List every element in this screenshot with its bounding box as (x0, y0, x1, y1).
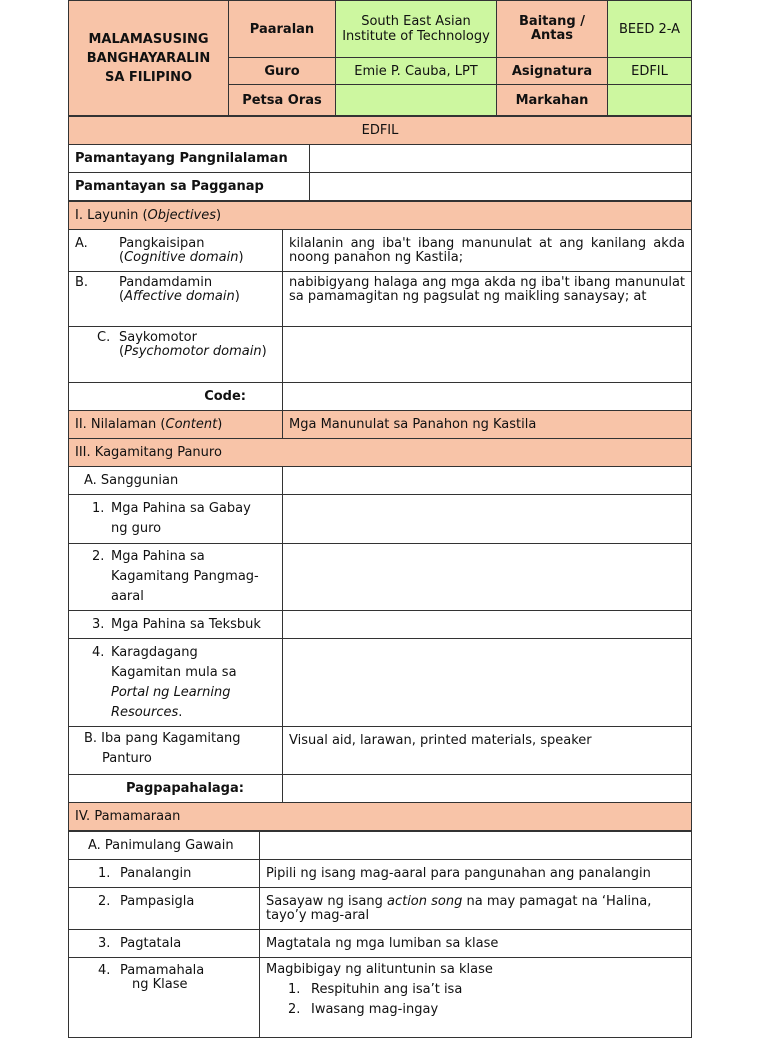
pagpapahalaga-value (283, 775, 692, 803)
sanggunian-value-4 (283, 639, 692, 727)
layunin-item-b: B. Pandamdamin (Affective domain) (69, 272, 283, 327)
sanggunian-item-3: 3. Mga Pahina sa Teksbuk (69, 611, 283, 639)
baitang-value: BEED 2-A (608, 1, 692, 58)
kagamitan-heading: III. Kagamitang Panuro (69, 439, 692, 467)
petsa-label: Petsa Oras (229, 85, 336, 116)
subject-banner: EDFIL (69, 117, 692, 145)
paaralan-label: Paaralan (229, 1, 336, 58)
procedure-step-4: 4. Pamamahala ng Klase (69, 958, 260, 1038)
document-title: MALAMASUSING BANGHAYARALIN SA FILIPINO (69, 1, 229, 116)
sanggunian-label: A. Sanggunian (69, 467, 283, 495)
layunin-value-c (283, 327, 692, 383)
layunin-value-b: nabibigyang halaga ang mga akda ng iba't ibang manunulat sa pamamagitan ng pagsulat ng maikling sanaysay; at (283, 272, 692, 327)
sanggunian-value-2 (283, 544, 692, 611)
layunin-heading: I. Layunin (Objectives) (69, 202, 692, 230)
sanggunian-value-3 (283, 611, 692, 639)
procedure-value-3: Magtatala ng mga lumiban sa klase (260, 930, 692, 958)
sanggunian-value-1 (283, 495, 692, 544)
procedure-table (68, 831, 692, 1038)
procedure-value-1: Pipili ng isang mag-aaral para pangunahan ang panalangin (260, 860, 692, 888)
pamantayan-pagganap-value (310, 173, 692, 201)
panimulang-gawain-label: A. Panimulang Gawain (69, 832, 260, 860)
baitang-label: Baitang / Antas (497, 1, 608, 58)
code-label: Code: (69, 383, 283, 411)
iba-pang-kagamitan-value: Visual aid, larawan, printed materials, speaker (283, 727, 692, 775)
markahan-label: Markahan (497, 85, 608, 116)
layunin-item-a: A. Pangkaisipan (Cognitive domain) (69, 230, 283, 272)
paaralan-value: South East Asian Institute of Technology (336, 1, 497, 58)
asignatura-label: Asignatura (497, 58, 608, 85)
procedure-step-3: 3. Pagtatala (69, 930, 260, 958)
iba-pang-kagamitan-label: B. Iba pang Kagamitang Panturo (69, 727, 283, 775)
sanggunian-item-4: 4. Karagdagang Kagamitan mula sa Portal ng Learning Resources. (69, 639, 283, 727)
layunin-value-a: kilalanin ang iba't ibang manunulat at ang kanilang akda noong panahon ng Kastila; (283, 230, 692, 272)
pamantayang-pangnilalaman-value (310, 145, 692, 173)
rule-item: 1. Respituhin ang isa’t isa (288, 982, 463, 997)
panimulang-gawain-value (260, 832, 692, 860)
petsa-value (336, 85, 497, 116)
procedure-step-2: 2. Pampasigla (69, 888, 260, 930)
lesson-plan-document (68, 0, 691, 1038)
sanggunian-value (283, 467, 692, 495)
procedure-step-1: 1. Panalangin (69, 860, 260, 888)
nilalaman-label: II. Nilalaman (Content) (69, 411, 283, 439)
pagpapahalaga-label: Pagpapahalaga: (69, 775, 283, 803)
code-value (283, 383, 692, 411)
pamamaraan-heading: IV. Pamamaraan (69, 803, 692, 831)
procedure-value-4: Magbibigay ng alituntunin sa klase 1. Respituhin ang isa’t isa 2. Iwasang mag-ingay (260, 958, 692, 1038)
procedure-value-2: Sasayaw ng isang action song na may pamagat na ‘Halina, tayo’y mag-aral (260, 888, 692, 930)
guro-label: Guro (229, 58, 336, 85)
pamantayan-pagganap-label: Pamantayan sa Pagganap (69, 173, 310, 201)
markahan-value (608, 85, 692, 116)
layunin-item-c: C. Saykomotor (Psychomotor domain) (69, 327, 283, 383)
pamantayang-pangnilalaman-label: Pamantayang Pangnilalaman (69, 145, 310, 173)
asignatura-value: EDFIL (608, 58, 692, 85)
standards-table (68, 116, 692, 201)
sanggunian-item-2: 2. Mga Pahina sa Kagamitang Pangmag- aaral (69, 544, 283, 611)
guro-value: Emie P. Cauba, LPT (336, 58, 497, 85)
objectives-table (68, 201, 692, 831)
rule-item: 2. Iwasang mag-ingay (288, 1002, 439, 1017)
sanggunian-item-1: 1. Mga Pahina sa Gabay ng guro (69, 495, 283, 544)
header-table (68, 0, 692, 116)
nilalaman-value: Mga Manunulat sa Panahon ng Kastila (283, 411, 692, 439)
